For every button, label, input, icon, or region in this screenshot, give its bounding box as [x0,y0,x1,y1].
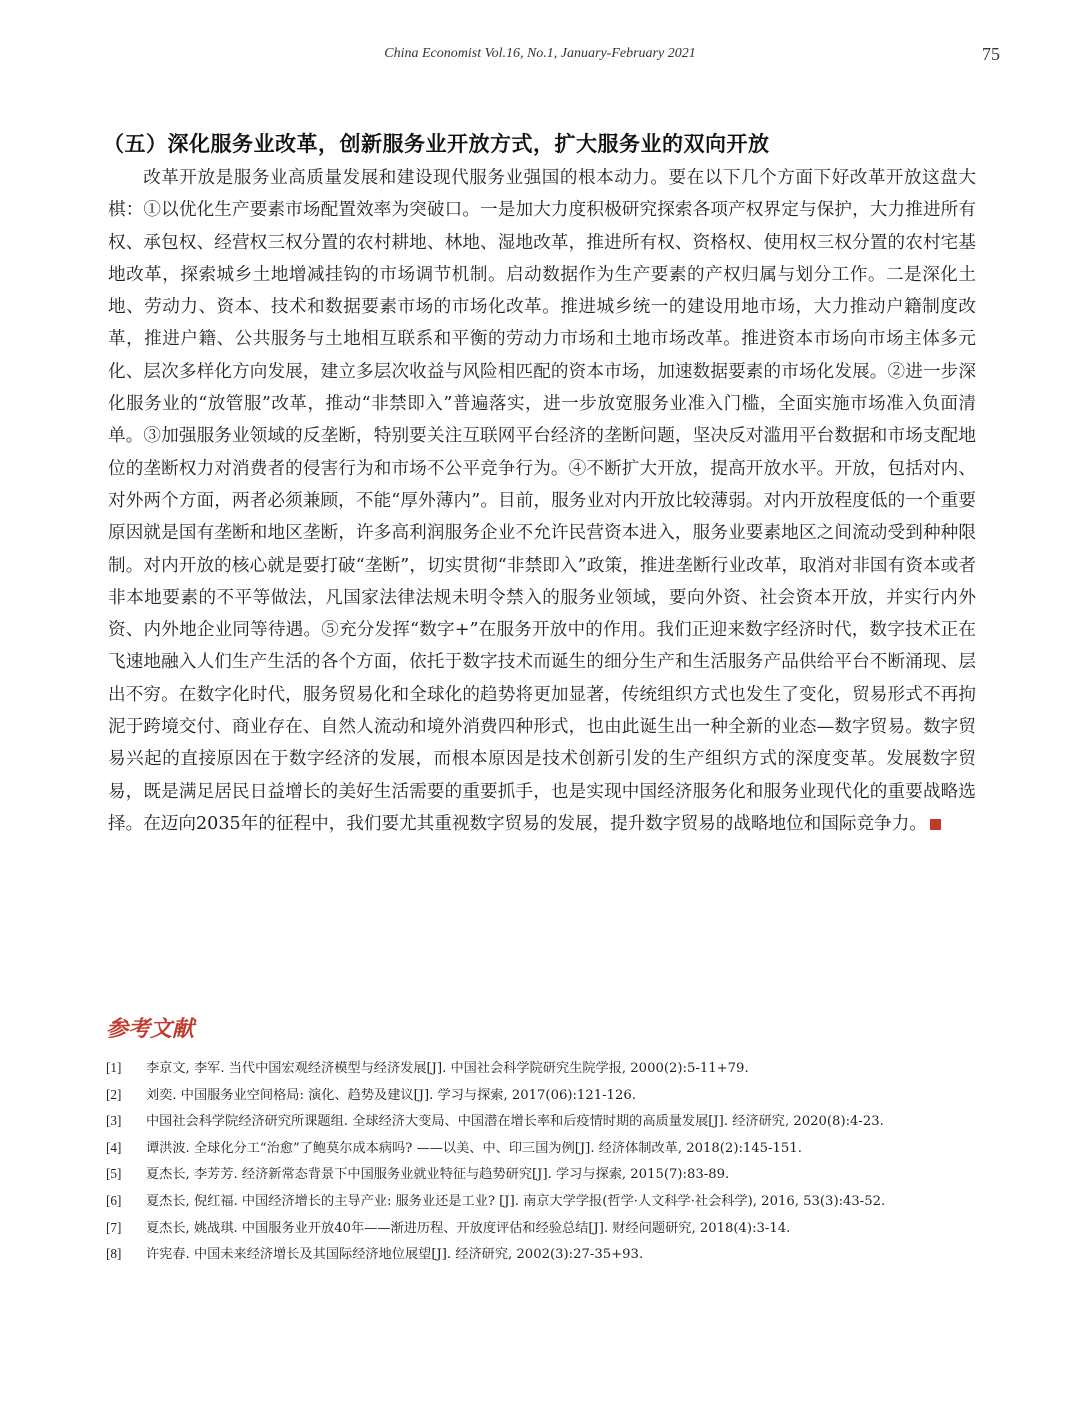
body-text [108,162,976,840]
reference-text: 夏杰长, 姚战琪. 中国服务业开放40年——渐进历程、开放度评估和经验总结[J]. 财经问题研究, 2018(4):3-14. [146,1220,791,1236]
section-heading: （五）深化服务业改革，创新服务业开放方式，扩大服务业的双向开放 [103,132,770,156]
reference-text: 夏杰长, 李芳芳. 经济新常态背景下中国服务业就业特征与趋势研究[J]. 学习与探索, 2015(7):83-89. [146,1167,730,1183]
reference-text: 中国社会科学院经济研究所课题组. 全球经济大变局、中国潜在增长率和后疫情时期的高质量发展[J]. 经济研究, 2020(8):4-23. [146,1114,884,1130]
end-mark-icon [930,819,941,830]
reference-number: [5] [106,1166,122,1182]
reference-item [106,1057,986,1084]
reference-item [106,1110,986,1137]
reference-item [106,1217,986,1244]
reference-list [106,1057,986,1270]
running-head: China Economist Vol.16, No.1, January-February 2021 [384,46,696,61]
reference-number: [8] [106,1246,122,1262]
reference-text: 夏杰长, 倪红福. 中国经济增长的主导产业: 服务业还是工业? [J]. 南京大学学报(哲学·人文科学·社会科学), 2016, 53(3):43-52. [146,1193,886,1209]
reference-number: [7] [106,1219,122,1235]
reference-text: 谭洪波. 全球化分工“治愈”了鲍莫尔成本病吗? ——以美、中、印三国为例[J]. 经济体制改革, 2018(2):145-151. [146,1140,802,1156]
references-heading: 参考文献 [106,1016,195,1042]
reference-item [106,1190,986,1217]
reference-number: [2] [106,1086,122,1102]
reference-number: [6] [106,1192,122,1208]
reference-number: [1] [106,1060,122,1075]
reference-text: 许宪春. 中国未来经济增长及其国际经济地位展望[J]. 经济研究, 2002(3):27-35+93. [146,1247,644,1263]
reference-item [106,1137,986,1164]
paragraph [108,162,976,840]
page-number: 75 [982,44,1000,64]
reference-number: [4] [106,1139,122,1155]
reference-item [106,1243,986,1270]
paragraph-text: 改革开放是服务业高质量发展和建设现代服务业强国的根本动力。要在以下几个方面下好改革开放这盘大棋：①以优化生产要素市场配置效率为突破口。一是加大力度积极研究探索各项产权界定与保护，大力推进所有权、承包权、经营权三权分置的农村耕地、林地、湿地改革，推进所有权、资格权、使用权三权分置的农村宅基地改革，探索城乡土地增减挂钩的市场调节机制。启动数据作为生产要素的产权归属与划分工作。二是深化土地、劳动力、资本、技术和数据要素市场的市场化改革。推进城乡统一的建设用地市场，大力推动户籍制度改革，推进户籍、公共服务与土地相互联系和平衡的劳动力市场和土地市场改革。推进资本市场向市场主体多元化、层次多样化方向发展，建立多层次收益与风险相匹配的资本市场，加速数据要素的市场化发展。②进一步深化服务业的“放管服”改革，推动“非禁即入”普遍落实，进一步放宽服务业准入门槛，全面实施市场准入负面清单。③加强服务业领域的反垄断，特别要关注互联网平台经济的垄断问题，坚决反对滥用平台数据和市场支配地位的垄断权力对消费者的侵害行为和市场不公平竞争行为。④不断扩大开放，提高开放水平。开放，包括对内、对外两个方面，两者必须兼顾，不能“厚外薄内”。目前，服务业对内开放比较薄弱。对内开放程度低的一个重要原因就是国有垄断和地区垄断，许多高利润服务企业不允许民营资本进入，服务业要素地区之间流动受到种种限制。对内开放的核心就是要打破“垄断”，切实贯彻“非禁即入”政策，推进垄断行业改革，取消对非国有资本或者非本地要素的不平等做法，凡国家法律法规未明令禁入的服务业领域，要向外资、社会资本开放，并实行内外资、内外地企业同等待遇。⑤充分发挥“数字+”在服务开放中的作用。我们正迎来数字经济时代，数字技术正在飞速地融入人们生产生活的各个方面，依托于数字技术而诞生的细分生产和生活服务产品供给平台不断涌现、层出不穷。在数字化时代，服务贸易化和全球化的趋势将更加显著，传统组织方式也发生了变化，贸易形式不再拘泥于跨境交付、商业存在、自然人流动和境外消费四种形式，也由此诞生出一种全新的业态—数字贸易。数字贸易兴起的直接原因在于数字经济的发展，而根本原因是技术创新引发的生产组织方式的深度变革。发展数字贸易，既是满足居民日益增长的美好生活需要的重要抓手，也是实现中国经济服务化和服务业现代化的重要战略选择。在迈向2035年的征程中，我们要尤其重视数字贸易的发展，提升数字贸易的战略地位和国际竞争力。 [108,168,976,834]
reference-item [106,1084,986,1111]
reference-text: 刘奕. 中国服务业空间格局: 演化、趋势及建议[J]. 学习与探索, 2017(06):121-126. [146,1087,636,1103]
reference-number: [3] [106,1113,122,1129]
reference-text: 李京文, 李军. 当代中国宏观经济模型与经济发展[J]. 中国社会科学院研究生院学报, 2000(2):5-11+79. [146,1061,749,1076]
reference-item [106,1163,986,1190]
